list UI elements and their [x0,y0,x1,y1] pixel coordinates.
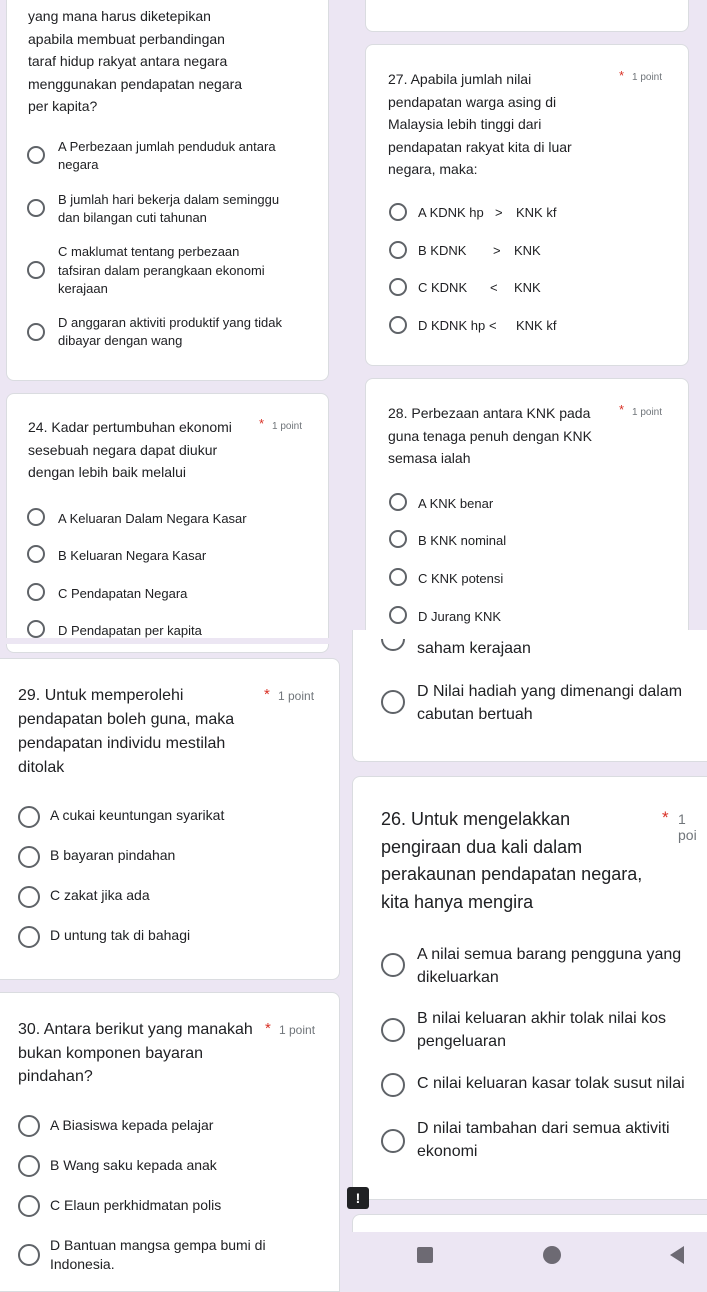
home-icon[interactable] [543,1246,561,1264]
option-label[interactable]: A KNK benar [418,496,494,511]
option-symbol: > [495,205,503,220]
option-rhs: KNK [514,280,541,295]
option-label[interactable]: A Biasiswa kepada pelajar [50,1117,214,1133]
option-label[interactable]: C zakat jika ada [50,887,150,903]
points-label: 1 poi [678,811,697,843]
points-label: 1 point [632,407,663,418]
option-label[interactable]: B nilai keluaran akhir tolak nilai kos pengeluaran [417,1010,667,1050]
option-label[interactable]: A KDNK hp [418,205,484,220]
required-marker: * [264,686,270,703]
option-radio[interactable] [27,545,45,563]
option-radio[interactable] [389,278,407,296]
option-label[interactable]: C maklumat tentang perbezaan tafsiran dalam perangkaan ekonomi kerajaan [58,244,265,296]
option-radio[interactable] [381,953,405,977]
option-label[interactable]: A cukai keuntungan syarikat [50,807,225,823]
option-radio[interactable] [381,1073,405,1097]
option-radio[interactable] [18,1244,40,1266]
option-label[interactable]: D anggaran aktiviti produktif yang tidak dibayar dengan wang [58,315,283,348]
question-text-prev: yang mana harus diketepikan apabila membuat perbandingan taraf hidup rakyat antara negara menggunakan pendapatan negara per kapita? [28,8,243,114]
option-label[interactable]: C KDNK [418,280,468,295]
question-text-24: 24. Kadar pertumbuhan ekonomi sesebuah negara dapat diukur dengan lebih baik melalui [28,419,232,480]
option-radio[interactable] [18,886,40,908]
option-label[interactable]: B Wang saku kepada anak [50,1157,217,1173]
option-radio[interactable] [18,1155,40,1177]
option-radio[interactable] [27,261,45,279]
option-radio[interactable] [27,508,45,526]
option-label[interactable]: C Elaun perkhidmatan polis [50,1197,222,1213]
option-rhs: KNK [514,243,541,258]
option-radio[interactable] [389,203,407,221]
option-label[interactable]: B jumlah hari bekerja dalam seminggu dan bilangan cuti tahunan [58,192,280,225]
option-radio[interactable] [389,530,407,548]
question-text-27: 27. Apabila jumlah nilai pendapatan warga asing di Malaysia lebih tinggi dari pendapatan rakyat kita di luar negara, maka: [388,71,572,177]
option-label[interactable]: C nilai keluaran kasar tolak susut nilai [417,1075,685,1092]
option-radio[interactable] [27,620,45,638]
card-remnant [365,0,689,32]
option-radio[interactable] [18,926,40,948]
option-label[interactable]: D KDNK hp [418,318,486,333]
option-radio[interactable] [27,323,45,341]
alert-badge-icon[interactable]: ! [347,1187,369,1209]
option-radio[interactable] [389,606,407,624]
option-rhs: KNK kf [516,205,557,220]
points-label: 1 point [632,72,663,83]
option-symbol: < [490,280,498,295]
option-label[interactable]: A Keluaran Dalam Negara Kasar [58,511,247,526]
option-radio[interactable] [381,1018,405,1042]
required-marker: * [265,1020,271,1037]
option-label[interactable]: saham kerajaan [417,640,531,657]
option-radio[interactable] [27,199,45,217]
required-marker: * [619,68,625,83]
option-label[interactable]: B KDNK [418,243,467,258]
question-text-26: 26. Untuk mengelakkan pengiraan dua kali dalam perakaunan pendapatan negara, kita hanya mengira [381,809,643,912]
option-radio[interactable] [27,146,45,164]
option-radio[interactable] [18,846,40,868]
question-text-28: 28. Perbezaan antara KNK pada guna tenaga penuh dengan KNK semasa ialah [388,405,592,466]
option-label[interactable]: D Bantuan mangsa gempa bumi di Indonesia. [50,1237,266,1272]
navigation-bar [340,1232,707,1280]
required-marker: * [619,402,625,417]
option-label[interactable]: D Jurang KNK [418,609,502,624]
option-radio[interactable] [18,1115,40,1137]
option-label[interactable]: A nilai semua barang pengguna yang dikeluarkan [417,946,682,986]
required-marker: * [259,416,265,431]
option-rhs: KNK kf [516,318,557,333]
option-radio[interactable] [389,493,407,511]
option-radio[interactable] [389,316,407,334]
option-radio[interactable] [389,241,407,259]
option-label[interactable]: D nilai tambahan dari semua aktiviti ekonomi [417,1120,670,1160]
question-text-29: 29. Untuk memperolehi pendapatan boleh guna, maka pendapatan individu mestilah ditolak [18,687,235,776]
option-radio[interactable] [381,1129,405,1153]
option-symbol: > [493,243,501,258]
option-radio[interactable] [18,806,40,828]
option-label[interactable]: B bayaran pindahan [50,847,176,863]
points-label: 1 point [279,1023,316,1037]
points-label: 1 point [278,689,315,703]
option-label[interactable]: B KNK nominal [418,533,507,548]
points-label: 1 point [272,421,303,432]
option-label[interactable]: D untung tak di bahagi [50,927,191,943]
option-label[interactable]: D Pendapatan per kapita [58,623,202,638]
question-text-30: 30. Antara berikut yang manakah bukan komponen bayaran pindahan? [18,1021,253,1085]
option-radio[interactable] [389,568,407,586]
option-symbol: < [489,318,497,333]
option-label[interactable]: C Pendapatan Negara [58,586,188,601]
option-label[interactable]: D Nilai hadiah yang dimenangi dalam cabutan bertuah [417,683,683,723]
back-icon[interactable] [666,1244,688,1266]
option-radio[interactable] [381,690,405,714]
required-marker: * [662,808,669,827]
option-label[interactable]: C KNK potensi [418,571,504,586]
option-label[interactable]: B Keluaran Negara Kasar [58,548,207,563]
option-radio[interactable] [18,1195,40,1217]
option-label[interactable]: A Perbezaan jumlah penduduk antara negara [58,139,276,172]
option-radio[interactable] [27,583,45,601]
recents-icon[interactable] [417,1247,433,1263]
